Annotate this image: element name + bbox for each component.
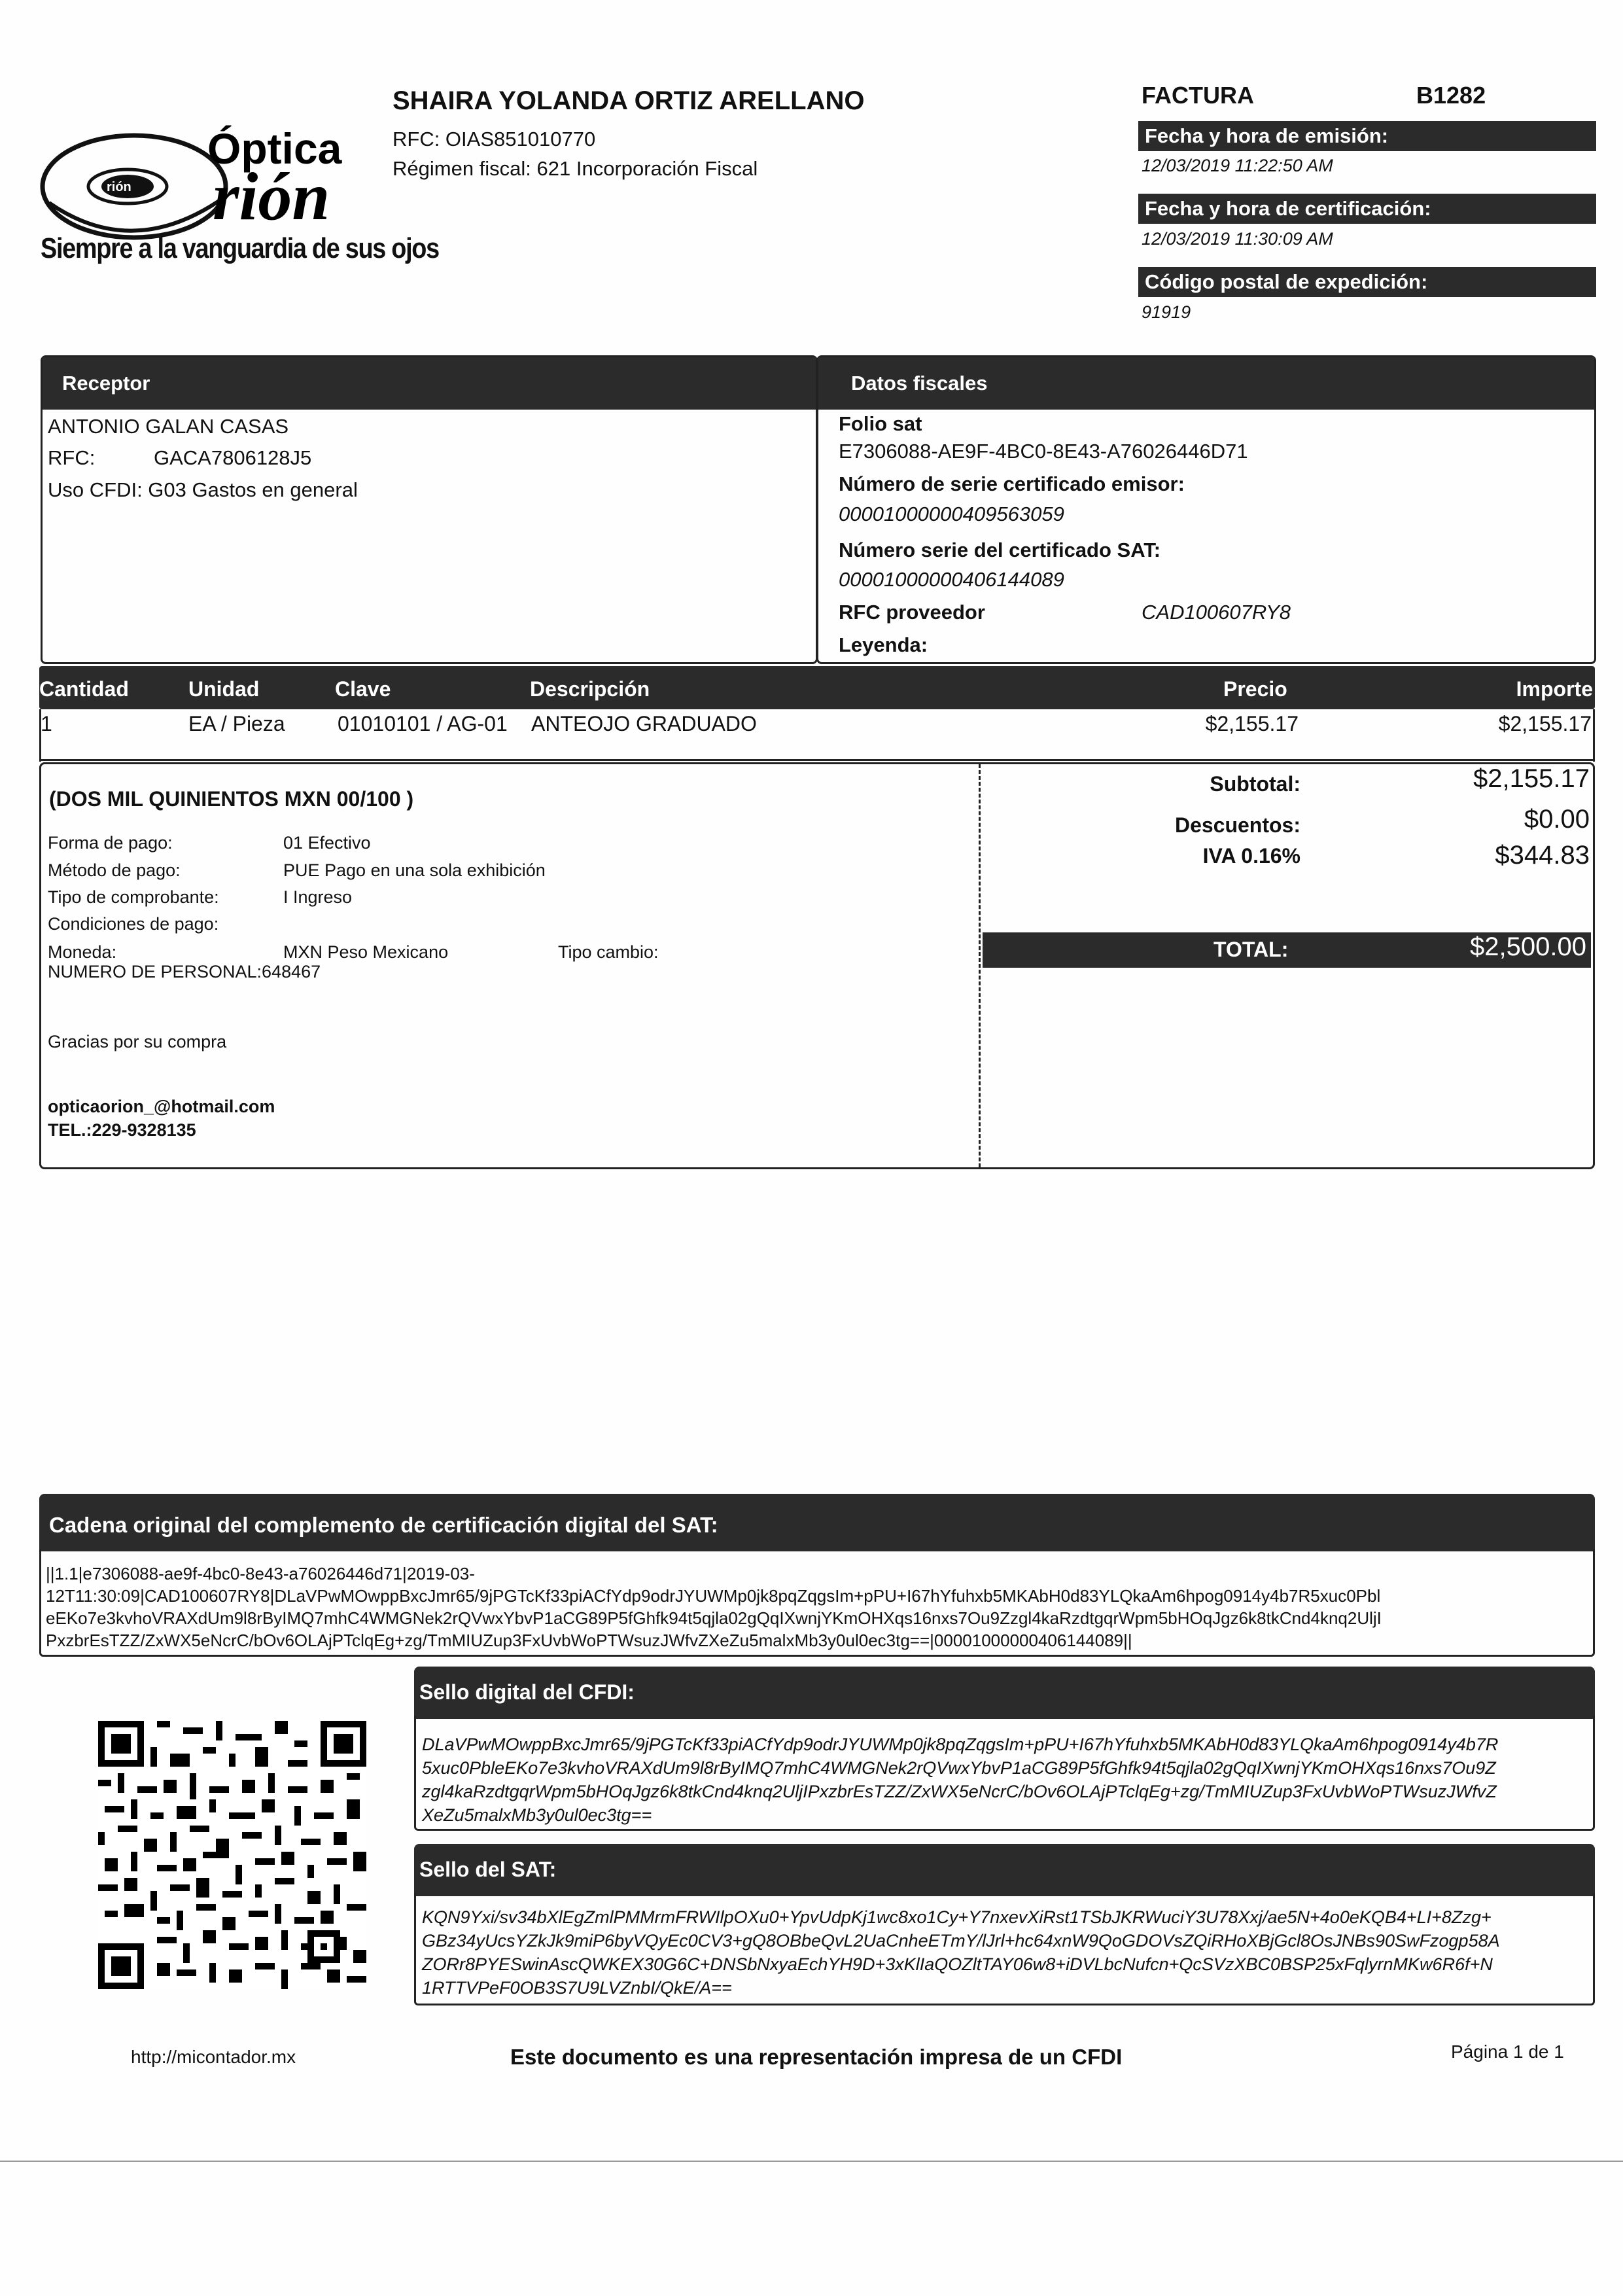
total-value: $2,500.00: [1470, 932, 1586, 961]
col-clave: Clave: [335, 677, 391, 701]
certificacion-label: Fecha y hora de certificación:: [1138, 194, 1596, 224]
thanks-message: Gracias por su compra: [48, 1032, 227, 1051]
sello-cfdi-line: XeZu5malxMb3y0ul0ec3tg==: [422, 1805, 652, 1825]
receptor-uso-cfdi: Uso CFDI: G03 Gastos en general: [48, 478, 358, 501]
footer-page: Página 1 de 1: [1451, 2041, 1564, 2062]
panel-divider: [979, 764, 981, 1167]
serie-sat-label: Número serie del certificado SAT:: [839, 539, 1161, 561]
sello-cfdi-line: DLaVPwMOwppBxcJmr65/9jPGTcKf33piACfYdp9odrJYUWMp0jk8pqZqgsIm+pPU+I67hYfuhxb5MKAbH0d83YLQkaAm6hpog0914y4b7R: [422, 1735, 1499, 1754]
forma-pago-label: Forma de pago:: [48, 833, 173, 853]
fiscal-title: Datos fiscales: [818, 357, 1594, 410]
col-precio: Precio: [1223, 677, 1287, 701]
receptor-title: Receptor: [43, 357, 816, 410]
cadena-text: [46, 1563, 1590, 1651]
item-clave: 01010101 / AG-01: [338, 712, 508, 735]
metodo-pago-label: Método de pago:: [48, 860, 181, 880]
page-edge-line: [0, 2161, 1623, 2162]
issuer-rfc: RFC: OIAS851010770: [393, 128, 596, 150]
qr-code: [98, 1721, 366, 1989]
receptor-name: ANTONIO GALAN CASAS: [48, 415, 289, 438]
col-cantidad: Cantidad: [39, 677, 129, 701]
sello-sat-line: GBz34yUcsYZkJk9miP6byVQyEc0CV3+gQ8OBbeQvL2UaCnheETmY/lJrl+hc64xnW9QoGDOVsZQiRHoXBjGcl8OsJNBs90SwFzogp58A: [422, 1931, 1500, 1951]
issuer-name: SHAIRA YOLANDA ORTIZ ARELLANO: [393, 86, 865, 115]
tipo-comprobante-value: I Ingreso: [283, 887, 353, 907]
logo-tagline: Siempre a la vanguardia de sus ojos: [41, 232, 439, 264]
sello-cfdi-line: 5xuc0PbleEKo7e3kvhoVRAXdUm9l8rByIMQ7mhC4WMGNek2rQVwxYbvP1aCG89P5fGhfk94t5qjla02gQqIXwnjYKmOHXqs16nxs7Ou9Z: [422, 1758, 1496, 1778]
receptor-panel: [41, 355, 818, 664]
descuentos-label: Descuentos:: [1174, 813, 1300, 837]
document-type: FACTURA: [1142, 82, 1254, 109]
cp-label: Código postal de expedición:: [1138, 267, 1596, 297]
items-border-right: [1593, 709, 1595, 762]
cp-value: 91919: [1142, 302, 1191, 322]
moneda-value: MXN Peso Mexicano: [283, 942, 449, 962]
rfc-proveedor-label: RFC proveedor: [839, 601, 985, 624]
sello-sat-line: ZORr8PYESwinAscQWKEX30G6C+DNSbNxyaEchYH9D+3xKlIaQOZltTAY06w8+iDVLbcNufcn+QcSVzXBC0BSP25xFqlyrnMKw6R6f+N: [422, 1954, 1493, 1974]
item-unidad: EA / Pieza: [188, 712, 285, 735]
items-border-bottom: [39, 759, 1595, 761]
footer-note: Este documento es una representación impresa de un CFDI: [510, 2045, 1123, 2069]
leyenda-label: Leyenda:: [839, 633, 928, 656]
iva-label: IVA 0.16%: [1202, 844, 1300, 868]
emision-label: Fecha y hora de emisión:: [1138, 121, 1596, 151]
tipo-comprobante-label: Tipo de comprobante:: [48, 887, 219, 907]
descuentos-value: $0.00: [1524, 805, 1590, 834]
logo-word-optica: Óptica: [207, 124, 342, 173]
cadena-line: eEKo7e3kvhoVRAXdUm9l8rByIMQ7mhC4WMGNek2rQVwxYbvP1aCG89P5fGhfk94t5qjla02gQqIXwnjYKmOHXqs16nxs7Ou9Zzgl4kaRzdtgqrWpm5bHOqJgz6k8tkCnd4knq2UljI: [46, 1608, 1382, 1628]
sello-sat-line: 1RTTVPeF0OB3S7U9LVZnbI/QkE/A==: [422, 1978, 732, 1998]
logo-eye-text: rión: [107, 180, 131, 194]
logo-word-orion: rión: [213, 159, 330, 234]
rfc-proveedor-value: CAD100607RY8: [1142, 601, 1291, 624]
serie-emisor-value: 00001000000409563059: [839, 503, 1064, 525]
certificacion-value: 12/03/2019 11:30:09 AM: [1142, 229, 1333, 249]
issuer-regimen: Régimen fiscal: 621 Incorporación Fiscal: [393, 157, 758, 180]
item-importe: $2,155.17: [1498, 712, 1592, 735]
emision-value: 12/03/2019 11:22:50 AM: [1142, 156, 1333, 175]
invoice-folio: B1282: [1416, 82, 1486, 109]
condiciones-label: Condiciones de pago:: [48, 914, 219, 934]
sello-sat-line: KQN9Yxi/sv34bXlEgZmlPMMrmFRWIlpOXu0+YpvUdpKj1wc8xo1Cy+Y7nxevXiRst1TSbJKRWuciY3U78Xxj/ae5N+4o0eKQB4+LI+8Zzg+: [422, 1907, 1492, 1927]
sello-sat-title: Sello del SAT:: [414, 1844, 1595, 1896]
receptor-rfc-value: GACA7806128J5: [154, 446, 312, 469]
cadena-line: PxzbrEsTZZ/ZxWX5eNcrC/bOv6OLAjPTclqEg+zg/TmMIUZup3FxUvbWoPTWsuzJWfvZXeZu5malxMb3y0ul0ec3tg==|00001000000406144089||: [46, 1631, 1132, 1650]
metodo-pago-value: PUE Pago en una sola exhibición: [283, 860, 546, 880]
sello-cfdi-line: zgl4kaRzdtgqrWpm5bHOqJgz6k8tkCnd4knq2UljIPxzbrEsTZZ/ZxWX5eNcrC/bOv6OLAjPTclqEg+zg/TmMIUZup3FxUvbWoPTWsuzJWfvZ: [422, 1782, 1497, 1801]
cadena-title: Cadena original del complemento de certificación digital del SAT:: [39, 1494, 1595, 1551]
footer-url: http://micontador.mx: [131, 2047, 296, 2067]
item-precio: $2,155.17: [1205, 712, 1299, 735]
tipo-cambio-label: Tipo cambio:: [558, 942, 659, 962]
sello-cfdi-text: [422, 1733, 1590, 1827]
item-cantidad: 1: [41, 712, 52, 735]
col-descripcion: Descripción: [530, 677, 650, 701]
col-importe: Importe: [1516, 677, 1593, 701]
folio-sat-label: Folio sat: [839, 412, 922, 435]
col-unidad: Unidad: [188, 677, 260, 701]
moneda-label: Moneda:: [48, 942, 117, 962]
sello-sat-text: [422, 1905, 1590, 2000]
numero-personal: NUMERO DE PERSONAL:648467: [48, 962, 321, 981]
receptor-rfc-label: RFC:: [48, 446, 96, 469]
folio-sat-value: E7306088-AE9F-4BC0-8E43-A76026446D71: [839, 440, 1248, 463]
cadena-line: ||1.1|e7306088-ae9f-4bc0-8e43-a76026446d71|2019-03-: [46, 1564, 475, 1583]
subtotal-label: Subtotal:: [1210, 772, 1300, 796]
item-descripcion: ANTEOJO GRADUADO: [531, 712, 757, 735]
iva-value: $344.83: [1495, 841, 1590, 870]
cadena-line: 12T11:30:09|CAD100607RY8|DLaVPwMOwppBxcJmr65/9jPGTcKf33piACfYdp9odrJYUWMp0jk8pqZqgsIm+pPU+I67hYfuhxb5MKAbH0d83YLQkaAm6hpog0914y4b7R5xuc0Pbl: [46, 1586, 1381, 1606]
serie-emisor-label: Número de serie certificado emisor:: [839, 472, 1185, 495]
forma-pago-value: 01 Efectivo: [283, 833, 371, 853]
subtotal-value: $2,155.17: [1473, 764, 1590, 793]
contact-email: opticaorion_@hotmail.com: [48, 1097, 275, 1116]
total-label: TOTAL:: [1213, 938, 1289, 961]
sello-cfdi-title: Sello digital del CFDI:: [414, 1667, 1595, 1719]
amount-in-words: (DOS MIL QUINIENTOS MXN 00/100 ): [49, 787, 414, 811]
serie-sat-value: 00001000000406144089: [839, 568, 1064, 591]
contact-phone: TEL.:229-9328135: [48, 1120, 196, 1140]
items-header: [39, 666, 1595, 709]
